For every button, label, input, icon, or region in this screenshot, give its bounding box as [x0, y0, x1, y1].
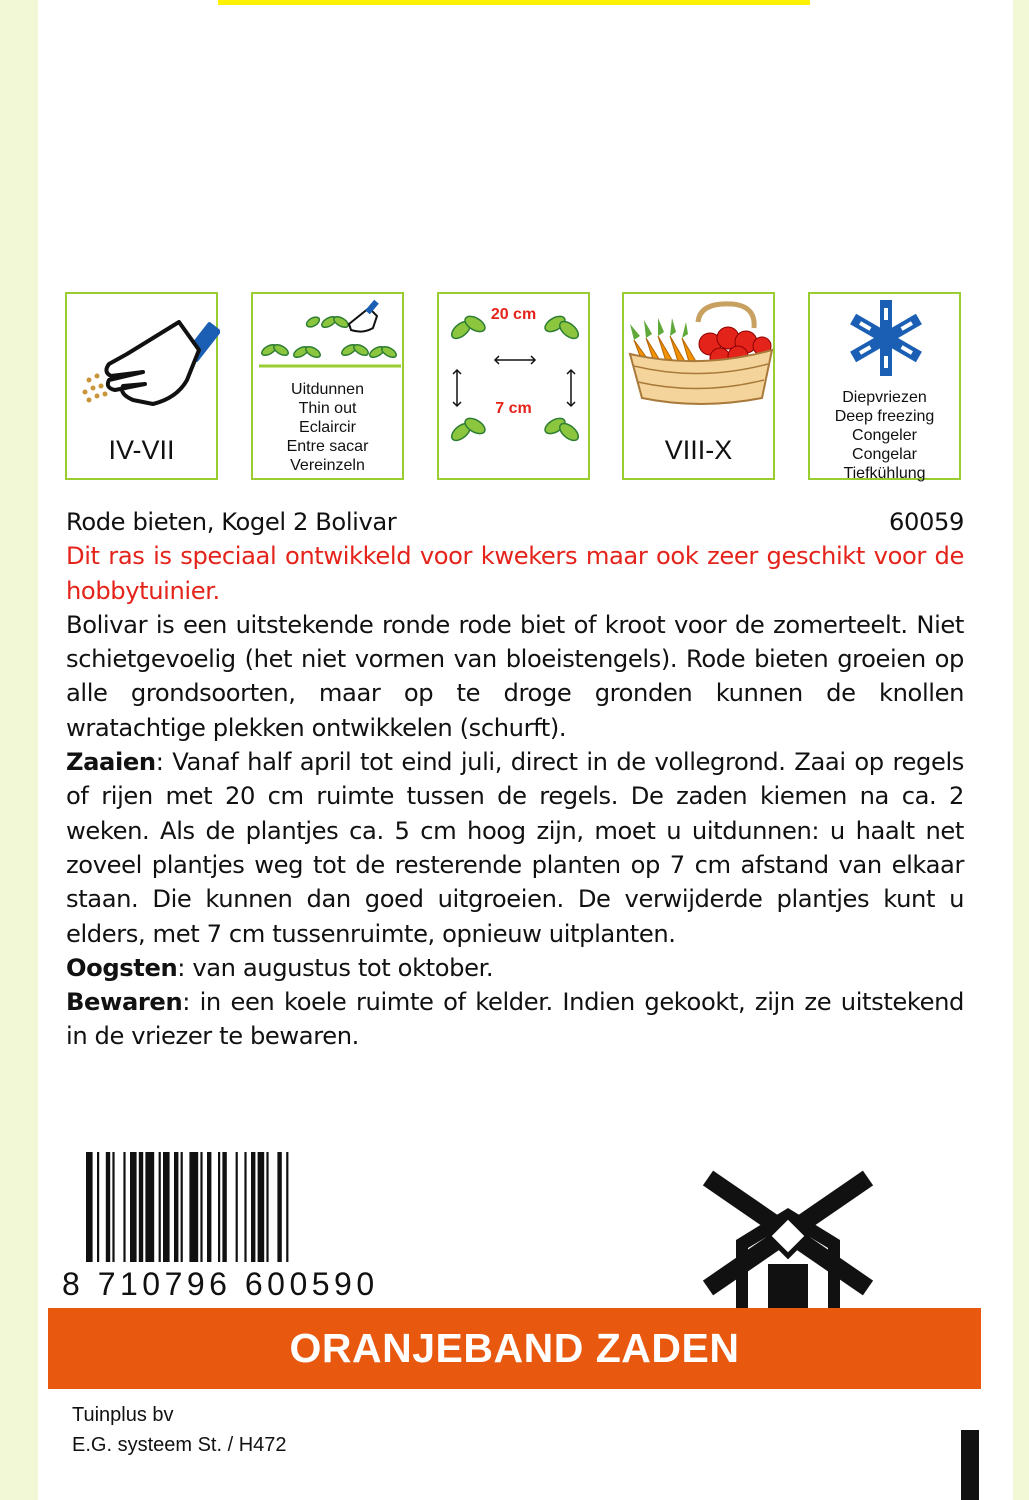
sowing-heading: Zaaien [66, 748, 156, 777]
freezing-caption: Tiefkühlung [843, 465, 926, 482]
product-name: Rode bieten, Kogel 2 Bolivar [66, 508, 397, 536]
barcode-bar [130, 1152, 137, 1262]
title-row [66, 505, 964, 539]
plant-distance-label: 7 cm [495, 400, 532, 417]
barcode-bar [189, 1152, 198, 1262]
thinning-icon-box [251, 292, 404, 480]
barcode-bar [251, 1152, 255, 1262]
icon-row [65, 292, 965, 484]
freezing-caption: Congeler [852, 427, 917, 444]
freezing-captions [810, 388, 959, 483]
harvest-icon-box [622, 292, 775, 480]
barcode-bar [174, 1152, 178, 1262]
product-code: 60059 [889, 508, 964, 536]
barcode-bar [97, 1152, 99, 1262]
description-text: Bolivar is een uitstekende ronde rode biet of kroot voor de zomerteelt. Niet schietgevoelig (het niet vormen van bloeistengels). Rode bieten groeien op alle grondsoorten, maar op te droge gronden kunnen de knollen wratachtige plekken ontwikkelen (schurft). [66, 610, 964, 742]
thinning-caption: Thin out [298, 400, 357, 417]
thinning-caption: Uitdunnen [291, 381, 364, 398]
harvest-period: VIII-X [664, 435, 733, 465]
intro-text: Dit ras is speciaal ontwikkeld voor kwekers maar ook zeer geschikt voor de hobbytuinier. [66, 542, 964, 605]
harvest-paragraph [66, 951, 964, 985]
windmill-logo-icon [698, 1168, 878, 1308]
barcode-bar [163, 1152, 170, 1262]
freezing-icon-box [808, 292, 961, 480]
footer [72, 1400, 287, 1460]
barcode-bar [207, 1152, 211, 1262]
thinning-captions [253, 380, 402, 475]
barcode-bar [258, 1152, 265, 1262]
company-name: Tuinplus bv [72, 1404, 174, 1426]
barcode-bar [244, 1152, 246, 1262]
harvest-text: : van augustus tot oktober. [177, 953, 494, 982]
barcode-bar [286, 1152, 288, 1262]
barcode-number: 8 710796 600590 [62, 1266, 379, 1302]
barcode-bar [159, 1152, 161, 1262]
sowing-text: : Vanaf half april tot eind juli, direct in de vollegrond. Zaai op regels of rijen met 20 cm ruimte tussen de regels. De zaden kiemen na ca. 2 weken. Als de plantjes ca. 5 cm hoog zijn, moet u uitdunnen: u haalt net zoveel plantjes weg tot de resterende planten op 7 cm afstand van elkaar staan. Die kunnen dan goed uitgroeien. De verwijderde plantjes kunt u elders, met 7 cm tussenruimte, opnieuw uitplanten. [66, 748, 964, 948]
left-edge-strip [0, 0, 38, 1500]
freezing-caption: Deep freezing [834, 408, 935, 425]
product-text-block [66, 505, 964, 1054]
storage-paragraph [66, 985, 964, 1054]
thinning-caption: Entre sacar [286, 438, 369, 455]
barcode-bar [222, 1152, 226, 1262]
barcode-bar [266, 1152, 268, 1262]
freezing-caption: Diepvriezen [842, 389, 927, 406]
storage-heading: Bewaren [66, 988, 183, 1017]
barcode-bar [123, 1152, 125, 1262]
barcode-bar [112, 1152, 114, 1262]
barcode-bar [277, 1152, 281, 1262]
sowing-icon-box [65, 292, 218, 480]
thinning-caption: Vereinzeln [290, 457, 365, 474]
storage-text: : in een koele ruimte of kelder. Indien gekookt, zijn ze uitstekend in de vriezer te bewaren. [66, 988, 964, 1051]
harvest-heading: Oogsten [66, 953, 178, 982]
brand-band: ORANJEBAND ZADEN [48, 1308, 981, 1389]
barcode-bar [218, 1152, 220, 1262]
sowing-paragraph [66, 745, 964, 951]
freezing-caption: Congelar [852, 446, 917, 463]
barcode-bar [181, 1152, 183, 1262]
row-distance-label: 20 cm [490, 306, 537, 323]
sowing-period: IV-VII [108, 435, 175, 465]
barcode-bar [200, 1152, 202, 1262]
top-yellow-strip [218, 0, 810, 5]
spacing-icon-box [437, 292, 590, 480]
thinning-caption: Eclaircir [299, 419, 356, 436]
barcode-bar [236, 1152, 238, 1262]
barcode-bar [86, 1152, 93, 1262]
barcode-bar [145, 1152, 154, 1262]
certification-text: E.G. systeem St. / H472 [72, 1434, 287, 1456]
right-edge-strip [1013, 0, 1029, 1500]
barcode-bar [139, 1152, 143, 1262]
corner-mark [961, 1430, 979, 1500]
barcode-bar [106, 1152, 110, 1262]
